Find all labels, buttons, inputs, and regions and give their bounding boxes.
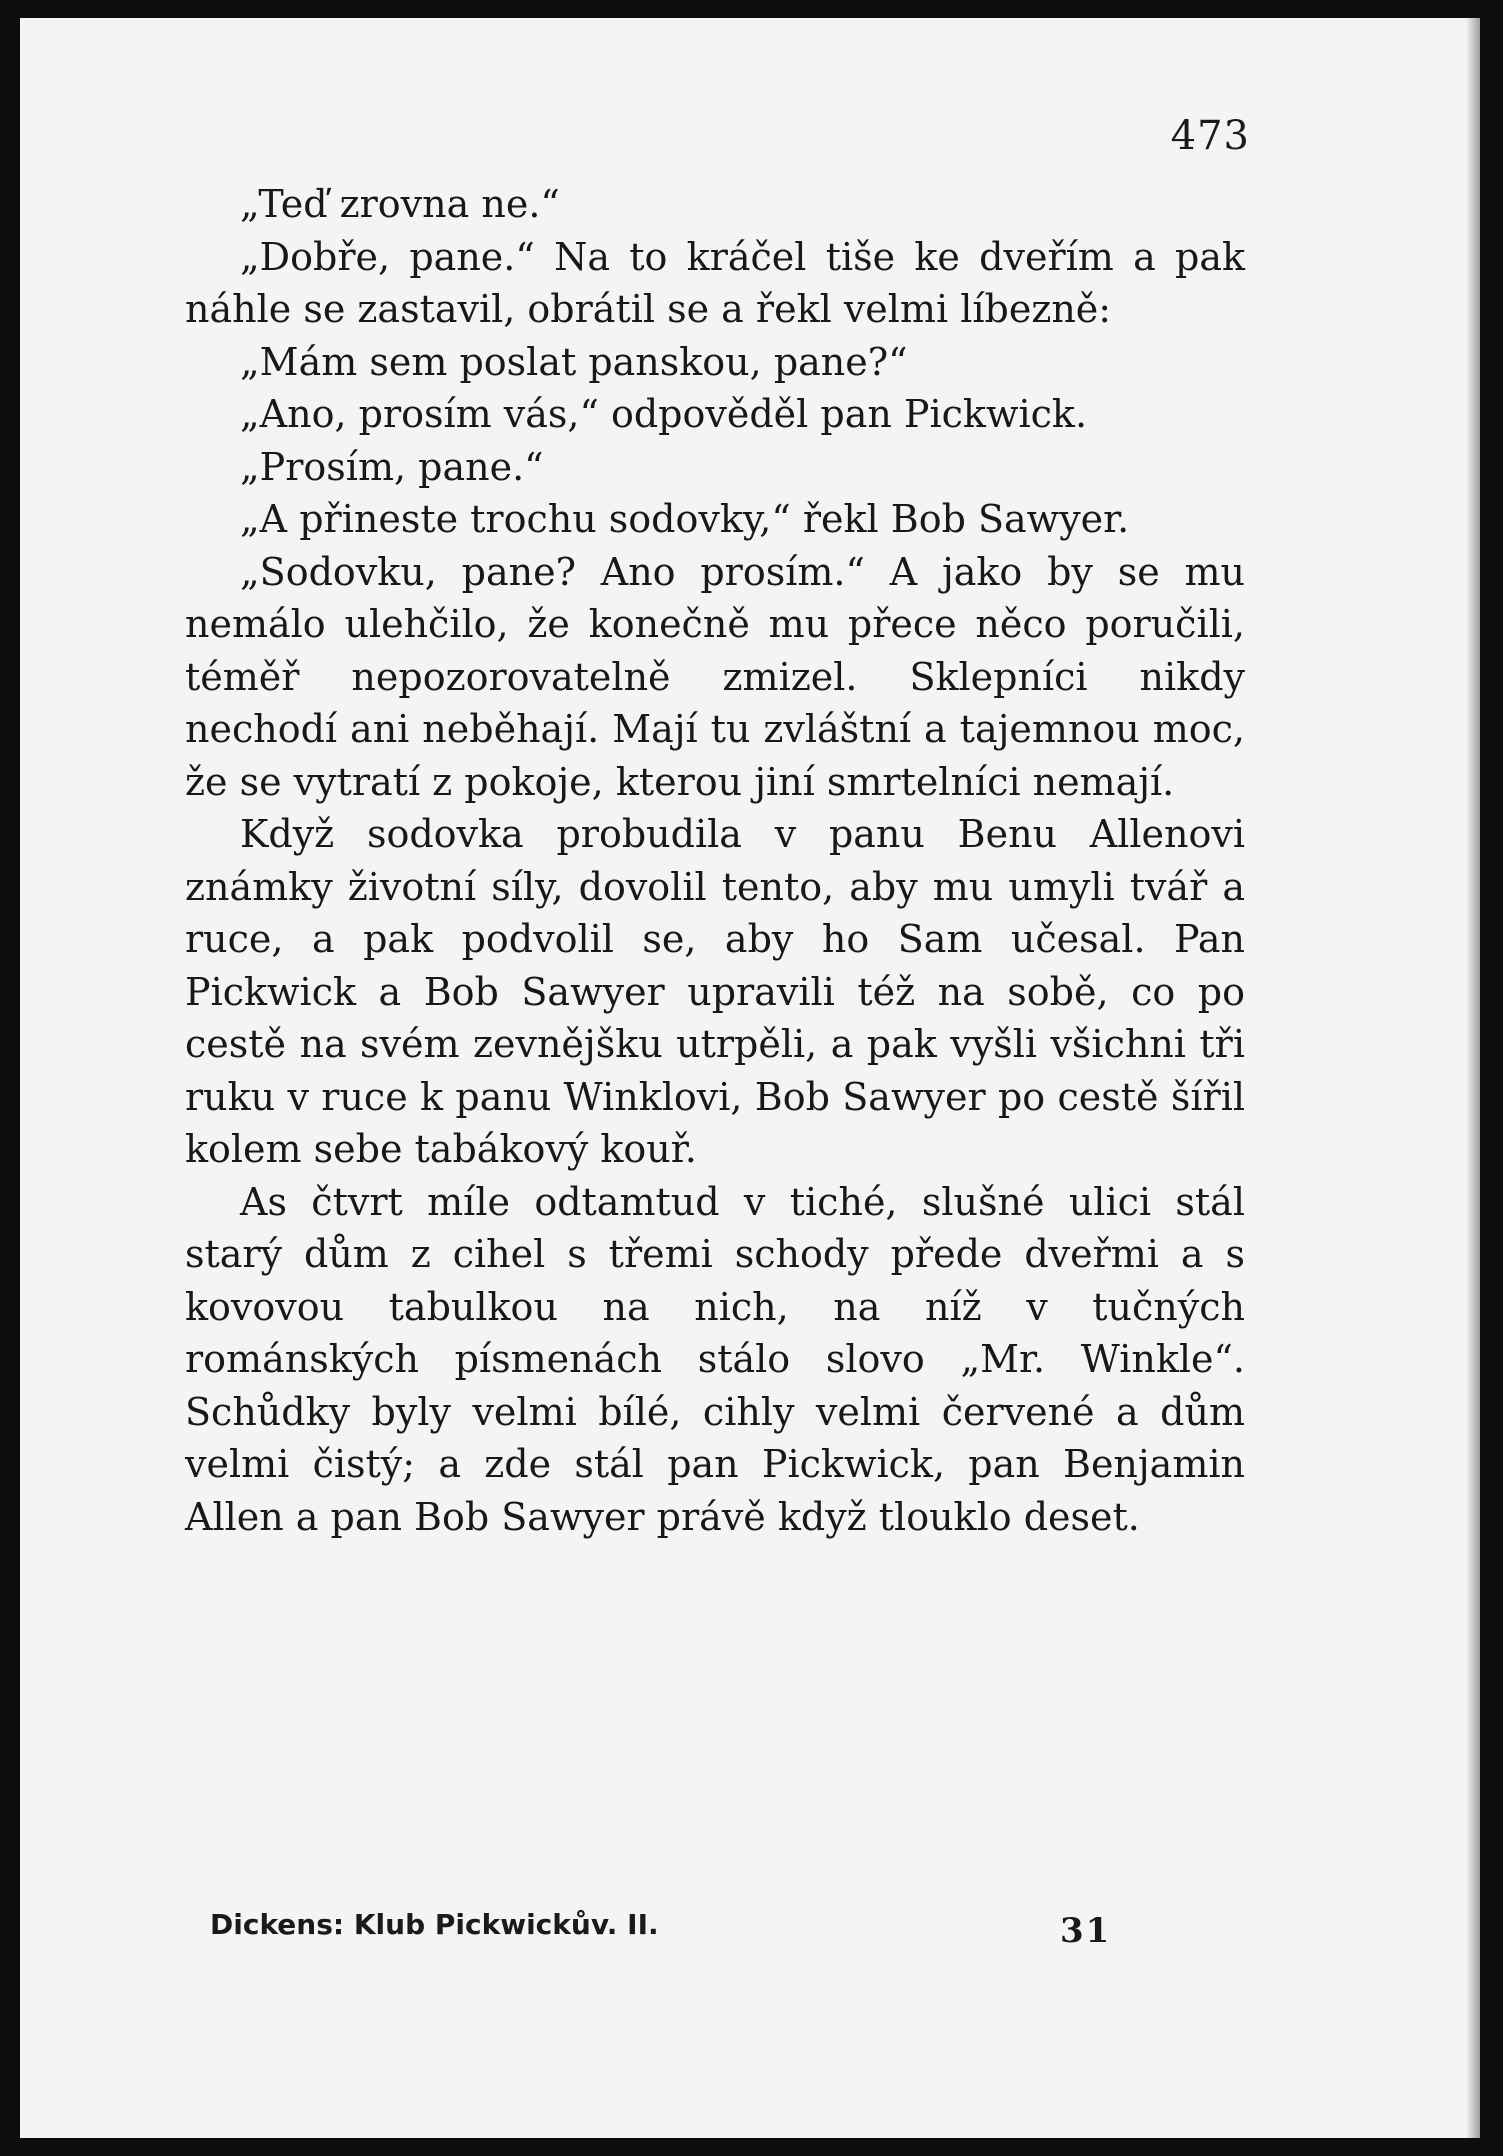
paragraph: Když sodovka probudila v panu Benu Allenovi známky životní síly, dovolil tento, aby mu umyli tvář a ruce, a pak podvolil se, aby ho Sam učesal. Pan Pickwick a Bob Sawyer upravili též na sobě, co po cestě na svém zevnějšku utrpěli, a pak vyšli všichni tři ruku v ruce k panu Winklovi, Bob Sawyer po cestě šířil kolem sebe tabákový kouř. [185, 812, 1245, 1171]
signature-line: Dickens: Klub Pickwickův. II. [210, 1908, 659, 1941]
paragraph: „Dobře, pane.“ Na to kráčel tiše ke dveřím a pak náhle se zastavil, obrátil se a řekl velmi líbezně: [185, 234, 1245, 331]
paragraph: „A přineste trochu sodovky,“ řekl Bob Sawyer. [240, 497, 1130, 541]
paragraph: As čtvrt míle odtamtud v tiché, slušné ulici stál starý dům z cihel s třemi schody přede dveřmi a s kovovou tabulkou na nich, na níž v tučných románských písmenách stálo slovo „Mr. Winkle“. Schůdky byly velmi bílé, cihly velmi červené a dům velmi čistý; a zde stál pan Pickwick, pan Benjamin Allen a pan Bob Sawyer právě když tlouklo deset. [185, 1179, 1245, 1539]
book-page [20, 18, 1480, 2138]
body-text [185, 178, 1245, 1543]
paragraph: „Mám sem poslat panskou, pane?“ [240, 339, 908, 384]
paragraph: „Ano, prosím vás,“ odpověděl pan Pickwick. [240, 392, 1088, 436]
paragraph: „Teď zrovna ne.“ [240, 182, 560, 226]
paragraph: „Prosím, pane.“ [240, 444, 544, 489]
page-number: 473 [1170, 113, 1250, 159]
paragraph: „Sodovku, pane? Ano prosím.“ A jako by se mu nemálo ulehčilo, že konečně mu přece něco poručili, téměř nepozorovatelně zmizel. Sklepníci nikdy nechodí ani neběhají. Mají tu zvláštní a tajemnou moc, že se vytratí z pokoje, kterou jiní smrtelníci nemají. [185, 549, 1245, 804]
page-edge-shadow [1466, 18, 1480, 2138]
signature-mark: 31 [1060, 1911, 1112, 1951]
